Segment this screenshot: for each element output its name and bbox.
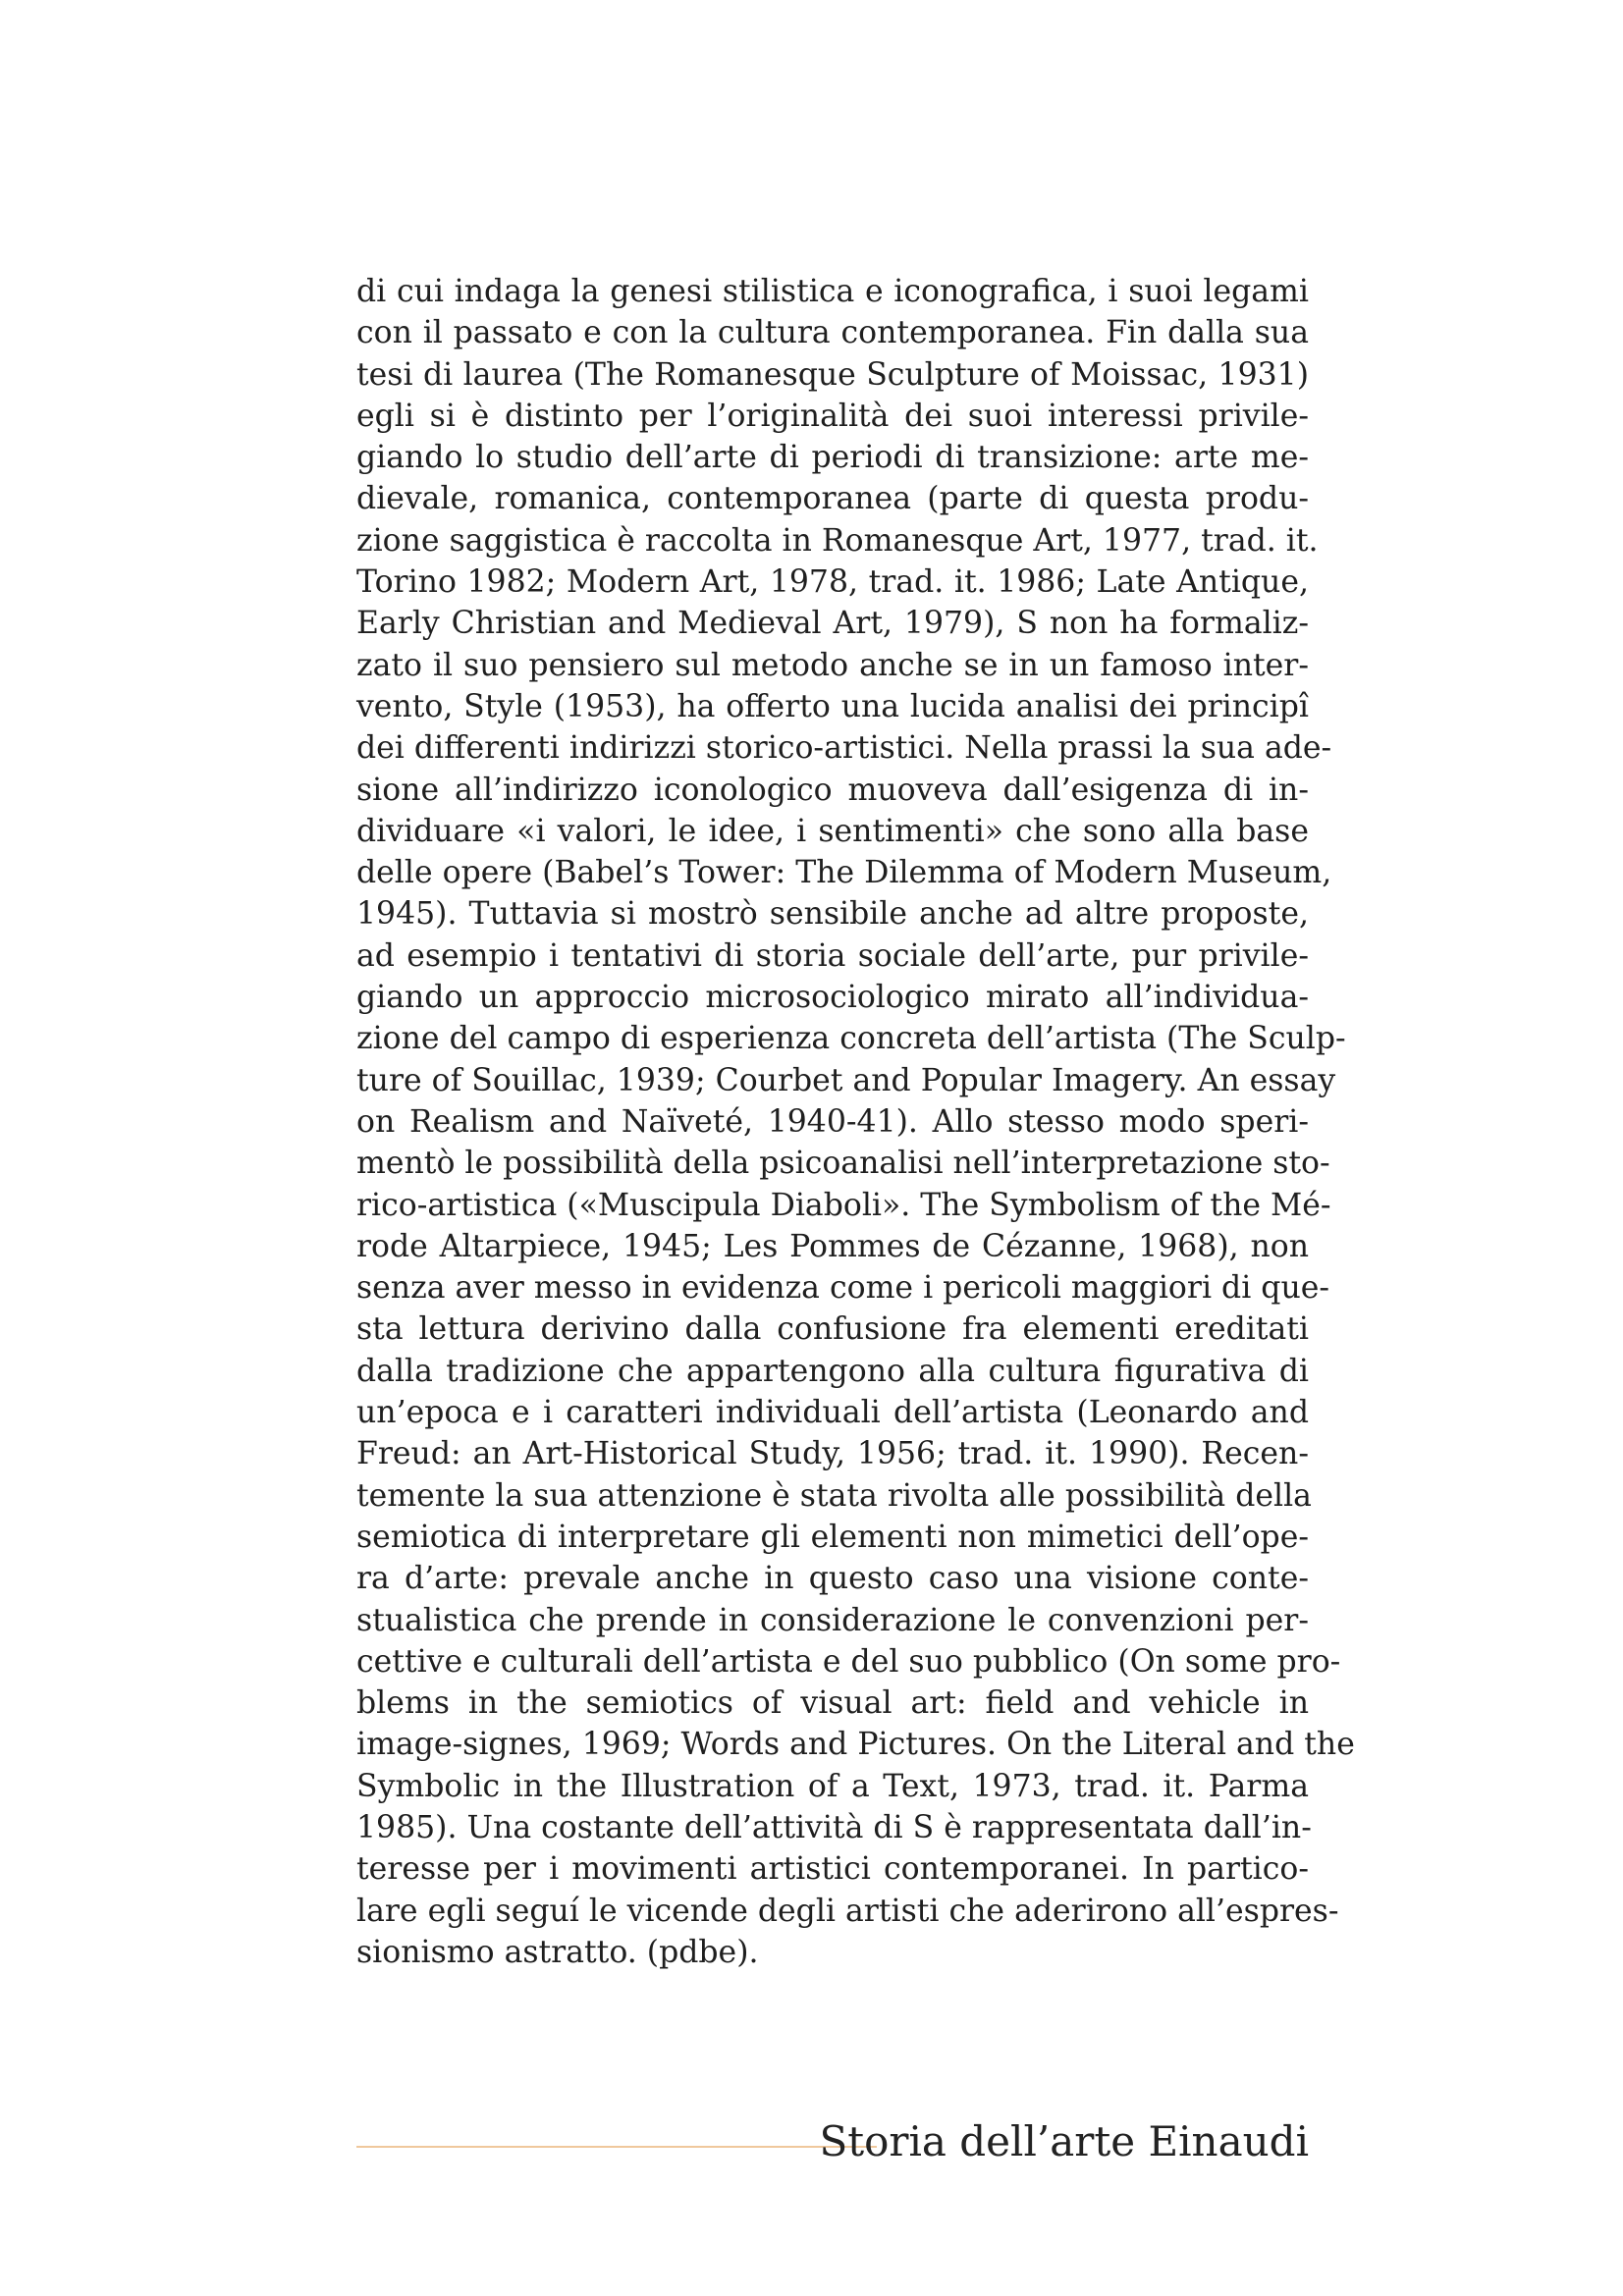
paragraph-line: giando un approccio microsociologico mirato all’individua- bbox=[356, 980, 1309, 1016]
paragraph-line: zione saggistica è raccolta in Romanesque Art, 1977, trad. it. bbox=[356, 522, 1319, 559]
paragraph-line: tesi di laurea (The Romanesque Sculpture of Moissac, 1931) bbox=[356, 356, 1309, 393]
paragraph-line: 1985). Una costante dell’attività di S è rappresentata dall’in- bbox=[356, 1809, 1312, 1845]
paragraph-line: semiotica di interpretare gli elementi non mimetici dell’ope- bbox=[356, 1519, 1309, 1555]
footer-rule bbox=[356, 2146, 877, 2148]
paragraph-line: cettive e culturali dell’artista e del suo pubblico (On some pro- bbox=[356, 1643, 1341, 1680]
paragraph-line: lare egli seguí le vicende degli artisti che aderirono all’espres- bbox=[356, 1893, 1339, 1929]
paragraph-line: zato il suo pensiero sul metodo anche se in un famoso inter- bbox=[356, 647, 1309, 683]
paragraph-line: sta lettura derivino dalla confusione fra elementi ereditati bbox=[356, 1311, 1309, 1348]
paragraph-line: giando lo studio dell’arte di periodi di transizione: arte me- bbox=[356, 440, 1309, 476]
paragraph-line: sionismo astratto. (pdbe). bbox=[356, 1934, 759, 1970]
paragraph-line: Torino 1982; Modern Art, 1978, trad. it. 1986; Late Antique, bbox=[356, 564, 1309, 601]
paragraph-line: temente la sua attenzione è stata rivolta alle possibilità della bbox=[356, 1477, 1312, 1514]
paragraph-line: image-signes, 1969; Words and Pictures. On the Literal and the bbox=[356, 1727, 1355, 1763]
paragraph-line: rico-artistica («Muscipula Diaboli». The Symbolism of the Mé- bbox=[356, 1187, 1331, 1223]
paragraph-line: teresse per i movimenti artistici contemporanei. In partico- bbox=[356, 1851, 1309, 1888]
paragraph-line: sione all’indirizzo iconologico muoveva dall’esigenza di in- bbox=[356, 772, 1309, 808]
paragraph-line: on Realism and Naïveté, 1940-41). Allo stesso modo speri- bbox=[356, 1103, 1309, 1140]
paragraph-line: egli si è distinto per l’originalità dei suoi interessi privile- bbox=[356, 398, 1309, 434]
paragraph-line: ad esempio i tentativi di storia sociale dell’arte, pur privile- bbox=[356, 937, 1309, 974]
paragraph-line: di cui indaga la genesi stilistica e iconografica, i suoi legami bbox=[356, 274, 1309, 309]
paragraph-line: dei differenti indirizzi storico-artistici. Nella prassi la sua ade- bbox=[356, 730, 1332, 767]
paragraph-line: dividuare «i valori, le idee, i sentimenti» che sono alla base bbox=[356, 813, 1309, 849]
paragraph-line: dalla tradizione che appartengono alla cultura figurativa di bbox=[356, 1353, 1309, 1389]
paragraph-line: mentò le possibilità della psicoanalisi nell’interpretazione sto- bbox=[356, 1146, 1330, 1182]
paragraph-line: con il passato e con la cultura contemporanea. Fin dalla sua bbox=[356, 315, 1309, 351]
paragraph-line: Freud: an Art-Historical Study, 1956; trad. it. 1990). Recen- bbox=[356, 1436, 1309, 1472]
paragraph-line: delle opere (Babel’s Tower: The Dilemma of Modern Museum, bbox=[356, 855, 1332, 891]
paragraph-line: ture of Souillac, 1939; Courbet and Popular Imagery. An essay bbox=[356, 1062, 1336, 1098]
paragraph-line: blems in the semiotics of visual art: field and vehicle in bbox=[356, 1685, 1309, 1722]
paragraph-line: un’epoca e i caratteri individuali dell’artista (Leonardo and bbox=[356, 1395, 1309, 1431]
paragraph-line: vento, Style (1953), ha offerto una lucida analisi dei principî bbox=[356, 688, 1309, 724]
paragraph-line: dievale, romanica, contemporanea (parte di questa produ- bbox=[356, 481, 1309, 517]
paragraph-line: 1945). Tuttavia si mostrò sensibile anche ad altre proposte, bbox=[356, 896, 1309, 933]
paragraph-line: Symbolic in the Illustration of a Text, 1973, trad. it. Parma bbox=[356, 1768, 1309, 1804]
paragraph-line: zione del campo di esperienza concreta dell’artista (The Sculp- bbox=[356, 1021, 1346, 1057]
paragraph-line: ra d’arte: prevale anche in questo caso una visione conte- bbox=[356, 1561, 1309, 1597]
paragraph-line: senza aver messo in evidenza come i pericoli maggiori di que- bbox=[356, 1270, 1330, 1307]
body-paragraph bbox=[356, 271, 1355, 1973]
paragraph-line: Early Christian and Medieval Art, 1979), S non ha formaliz- bbox=[356, 606, 1309, 642]
footer-label: Storia dell’arte Einaudi bbox=[819, 2117, 1309, 2165]
paragraph-line: rode Altarpiece, 1945; Les Pommes de Cézanne, 1968), non bbox=[356, 1228, 1309, 1264]
paragraph-line: stualistica che prende in considerazione le convenzioni per- bbox=[356, 1602, 1309, 1638]
